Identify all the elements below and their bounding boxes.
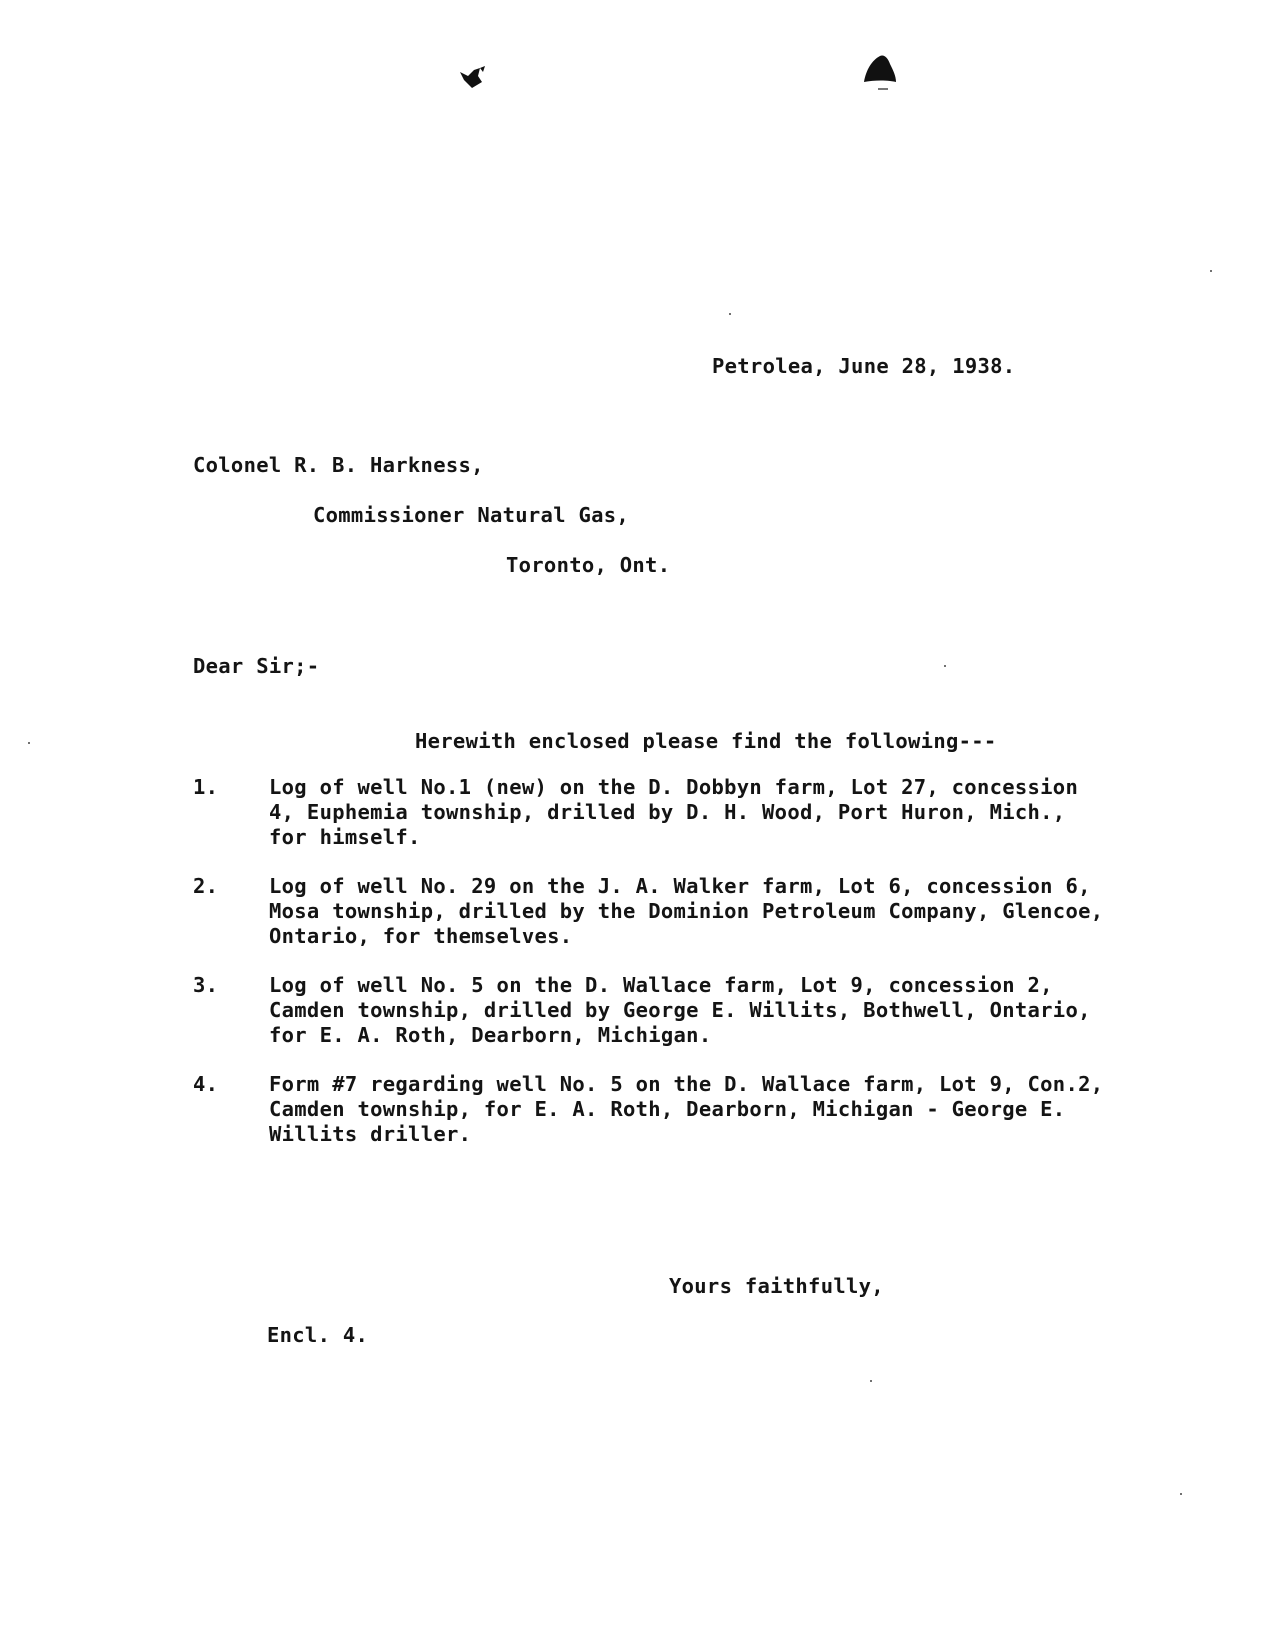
- scan-speck: [1210, 270, 1212, 272]
- item-line: 4, Euphemia township, drilled by D. H. Wood, Port Huron, Mich.,: [269, 800, 1066, 824]
- item-line: Mosa township, drilled by the Dominion Petroleum Company, Glencoe,: [269, 899, 1104, 923]
- item-number: 4.: [193, 1072, 219, 1096]
- scan-speck: [729, 313, 731, 315]
- item-line: Form #7 regarding well No. 5 on the D. Wallace farm, Lot 9, Con.2,: [269, 1072, 1104, 1096]
- scan-speck: [28, 742, 30, 744]
- enclosure-list-item: [0, 874, 1275, 954]
- enclosure-list-item: [0, 775, 1275, 855]
- addressee-name: Colonel R. B. Harkness,: [193, 453, 484, 477]
- intro-line: Herewith enclosed please find the following---: [415, 729, 997, 753]
- date-line: Petrolea, June 28, 1938.: [712, 354, 1016, 378]
- scan-speck: [944, 665, 946, 667]
- item-line: Camden township, for E. A. Roth, Dearborn, Michigan - George E.: [269, 1097, 1066, 1121]
- item-line: Log of well No.1 (new) on the D. Dobbyn farm, Lot 27, concession: [269, 775, 1079, 799]
- item-line: Log of well No. 5 on the D. Wallace farm, Lot 9, concession 2,: [269, 973, 1053, 997]
- item-line: for E. A. Roth, Dearborn, Michigan.: [269, 1023, 712, 1047]
- enclosure-list-item: [0, 1072, 1275, 1152]
- item-number: 1.: [193, 775, 219, 799]
- item-number: 2.: [193, 874, 219, 898]
- item-number: 3.: [193, 973, 219, 997]
- item-line: for himself.: [269, 825, 421, 849]
- binding-mark-left: [458, 66, 488, 94]
- enclosure-note: Encl. 4.: [267, 1323, 369, 1347]
- item-line: Ontario, for themselves.: [269, 924, 573, 948]
- closing: Yours faithfully,: [669, 1274, 884, 1298]
- item-line: Camden township, drilled by George E. Willits, Bothwell, Ontario,: [269, 998, 1091, 1022]
- scan-speck: [1180, 1493, 1182, 1495]
- item-line: Log of well No. 29 on the J. A. Walker farm, Lot 6, concession 6,: [269, 874, 1091, 898]
- salutation: Dear Sir;-: [193, 654, 320, 678]
- binding-mark-right: [860, 52, 900, 96]
- item-line: Willits driller.: [269, 1122, 472, 1146]
- addressee-city: Toronto, Ont.: [506, 553, 671, 577]
- addressee-title: Commissioner Natural Gas,: [313, 503, 630, 527]
- enclosure-list-item: [0, 973, 1275, 1053]
- scan-speck: [870, 1380, 872, 1382]
